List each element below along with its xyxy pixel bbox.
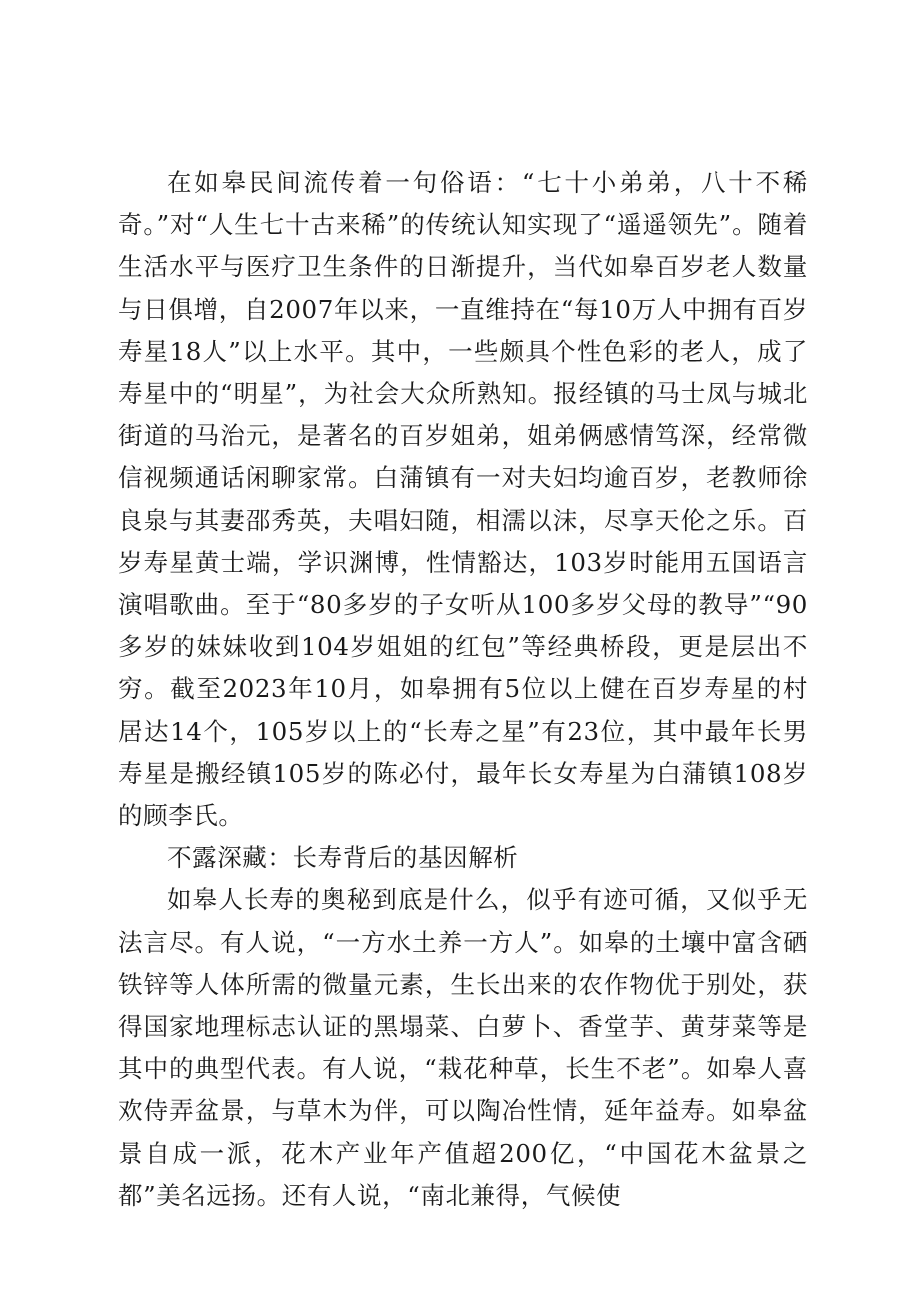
paragraph-longevity-secrets: 如皋人长寿的奥秘到底是什么，似乎有迹可循，又似乎无法言尽。有人说，“一方水土养一方人”。如皋的土壤中富含硒铁锌等人体所需的微量元素，生长出来的农作物优于别处，获得国家地理标志认证的黑塌菜、白萝卜、香堂芋、黄芽菜等是其中的典型代表。有人说，“栽花种草，长生不老”。如皋人喜欢侍弄盆景，与草木为伴，可以陶冶性情，延年益寿。如皋盆景自成一派，花木产业年产值超200亿，“中国花木盆景之都”美名远扬。还有人说，“南北兼得，气候使: [118, 885, 808, 1210]
paragraph-longevity-stars: 在如皋民间流传着一句俗语：“七十小弟弟，八十不稀奇。”对“人生七十古来稀”的传统认知实现了“遥遥领先”。随着生活水平与医疗卫生条件的日渐提升，当代如皋百岁老人数量与日俱增，自2007年以来，一直维持在“每10万人中拥有百岁寿星18人”以上水平。其中，一些颇具个性色彩的老人，成了寿星中的“明星”，为社会大众所熟知。报经镇的马士凤与城北街道的马治元，是著名的百岁姐弟，姐弟俩感情笃深，经常微信视频通话闲聊家常。白蒲镇有一对夫妇均逾百岁，老教师徐良泉与其妻邵秀英，夫唱妇随，相濡以沫，尽享天伦之乐。百岁寿星黄士端，学识渊博，性情豁达，103岁时能用五国语言演唱歌曲。至于“80多岁的子女听从100多岁父母的教导”“90多岁的妹妹收到104岁姐姐的红包”等经典桥段，更是层出不穷。截至2023年10月，如皋拥有5位以上健在百岁寿星的村居达14个，105岁以上的“长寿之星”有23位，其中最年长男寿星是搬经镇105岁的陈必付，最年长女寿星为白蒲镇108岁的顾李氏。: [118, 168, 808, 831]
section-heading: 不露深藏：长寿背后的基因解析: [167, 843, 519, 873]
document-body: [118, 162, 808, 1217]
